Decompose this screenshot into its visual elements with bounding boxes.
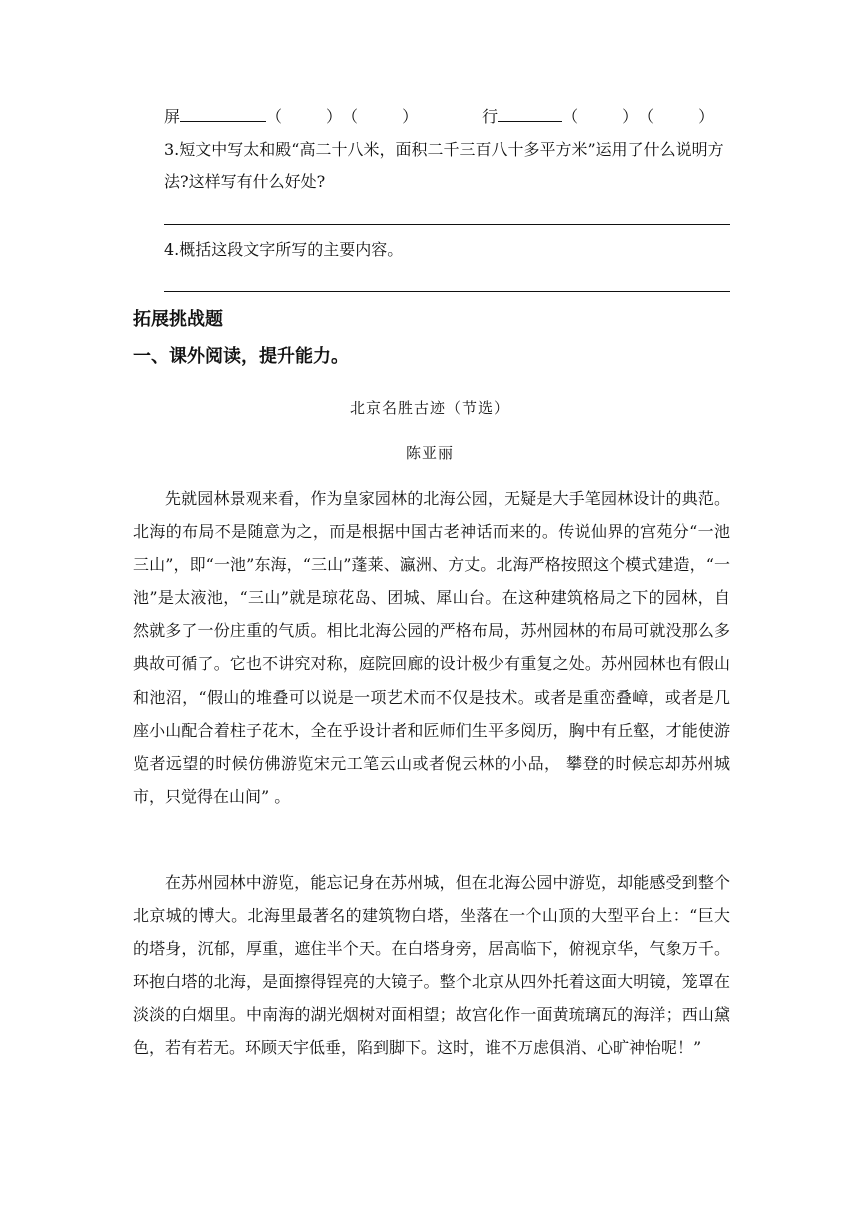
- paren-ping-1[interactable]: （ ）: [266, 107, 343, 126]
- section-heading: 拓展挑战题: [133, 309, 223, 330]
- article-paragraph-1: 先就园林景观来看，作为皇家园林的北海公园，无疑是大手笔园林设计的典范。北海的布局不是随意为之，而是根据中国古老神话而来的。传说仙界的宫苑分“一池三山”，即“一池”东海，“三山”蓬莱、瀛洲、方丈。北海严格按照这个模式建造，“一池”是太液池，“三山”就是琼花岛、团城、犀山台。在这种建筑格局之下的园林，自然就多了一份庄重的气质。相比北海公园的严格布局，苏州园林的布局可就没那么多典故可循了。它也不讲究对称，庭院回廊的设计极少有重复之处。苏州园林也有假山和池沼，“假山的堆叠可以说是一项艺术而不仅是技术。或者是重峦叠嶂，或者是几座小山配合着柱子花木，全在乎设计者和匠师们生平多阅历，胸中有丘壑，才能使游览者远望的时候仿佛游览宋元工笔云山或者倪云林的小品， 攀登的时候忘却苏州城市，只觉得在山间” 。: [133, 489, 730, 806]
- article-title: 北京名胜古迹（节选）: [349, 399, 510, 417]
- section-subheading: 一、课外阅读，提升能力。: [133, 346, 349, 367]
- label-xing: 行: [482, 107, 499, 126]
- paren-xing-1[interactable]: （ ）: [562, 107, 639, 126]
- answer-line-4[interactable]: [164, 291, 730, 292]
- article-paragraph-2: 在苏州园林中游览，能忘记身在苏州城，但在北海公园中游览，却能感受到整个北京城的博大。北海里最著名的建筑物白塔，坐落在一个山顶的大型平台上：“巨大的塔身，沉郁，厚重，遮住半个天。在白塔身旁，居高临下，俯视京华，气象万千。环抱白塔的北海，是面擦得锃亮的大镜子。整个北京从四外托着这面大明镜，笼罩在淡淡的白烟里。中南海的湖光烟树对面相望；故宫化作一面黄琉璃瓦的海洋；西山黛色，若有若无。环顾天宇低垂，陷到脚下。这时，谁不万虑俱消、心旷神怡呢！”: [133, 873, 730, 1058]
- answer-line-3[interactable]: [164, 224, 730, 225]
- paren-ping-2[interactable]: （ ）: [342, 107, 419, 126]
- question-3: 3.短文中写太和殿“高二十八米，面积二千三百八十多平方米”运用了什么说明方法?这样写有什么好处?: [164, 140, 724, 191]
- label-ping: 屏: [164, 107, 181, 126]
- fill-in-row: [164, 104, 714, 129]
- blank-ping[interactable]: [180, 104, 266, 122]
- article-author: 陈亚丽: [405, 444, 454, 462]
- paren-xing-2[interactable]: （ ）: [638, 107, 715, 126]
- question-4: 4.概括这段文字所写的主要内容。: [164, 240, 404, 259]
- blank-xing[interactable]: [498, 104, 562, 122]
